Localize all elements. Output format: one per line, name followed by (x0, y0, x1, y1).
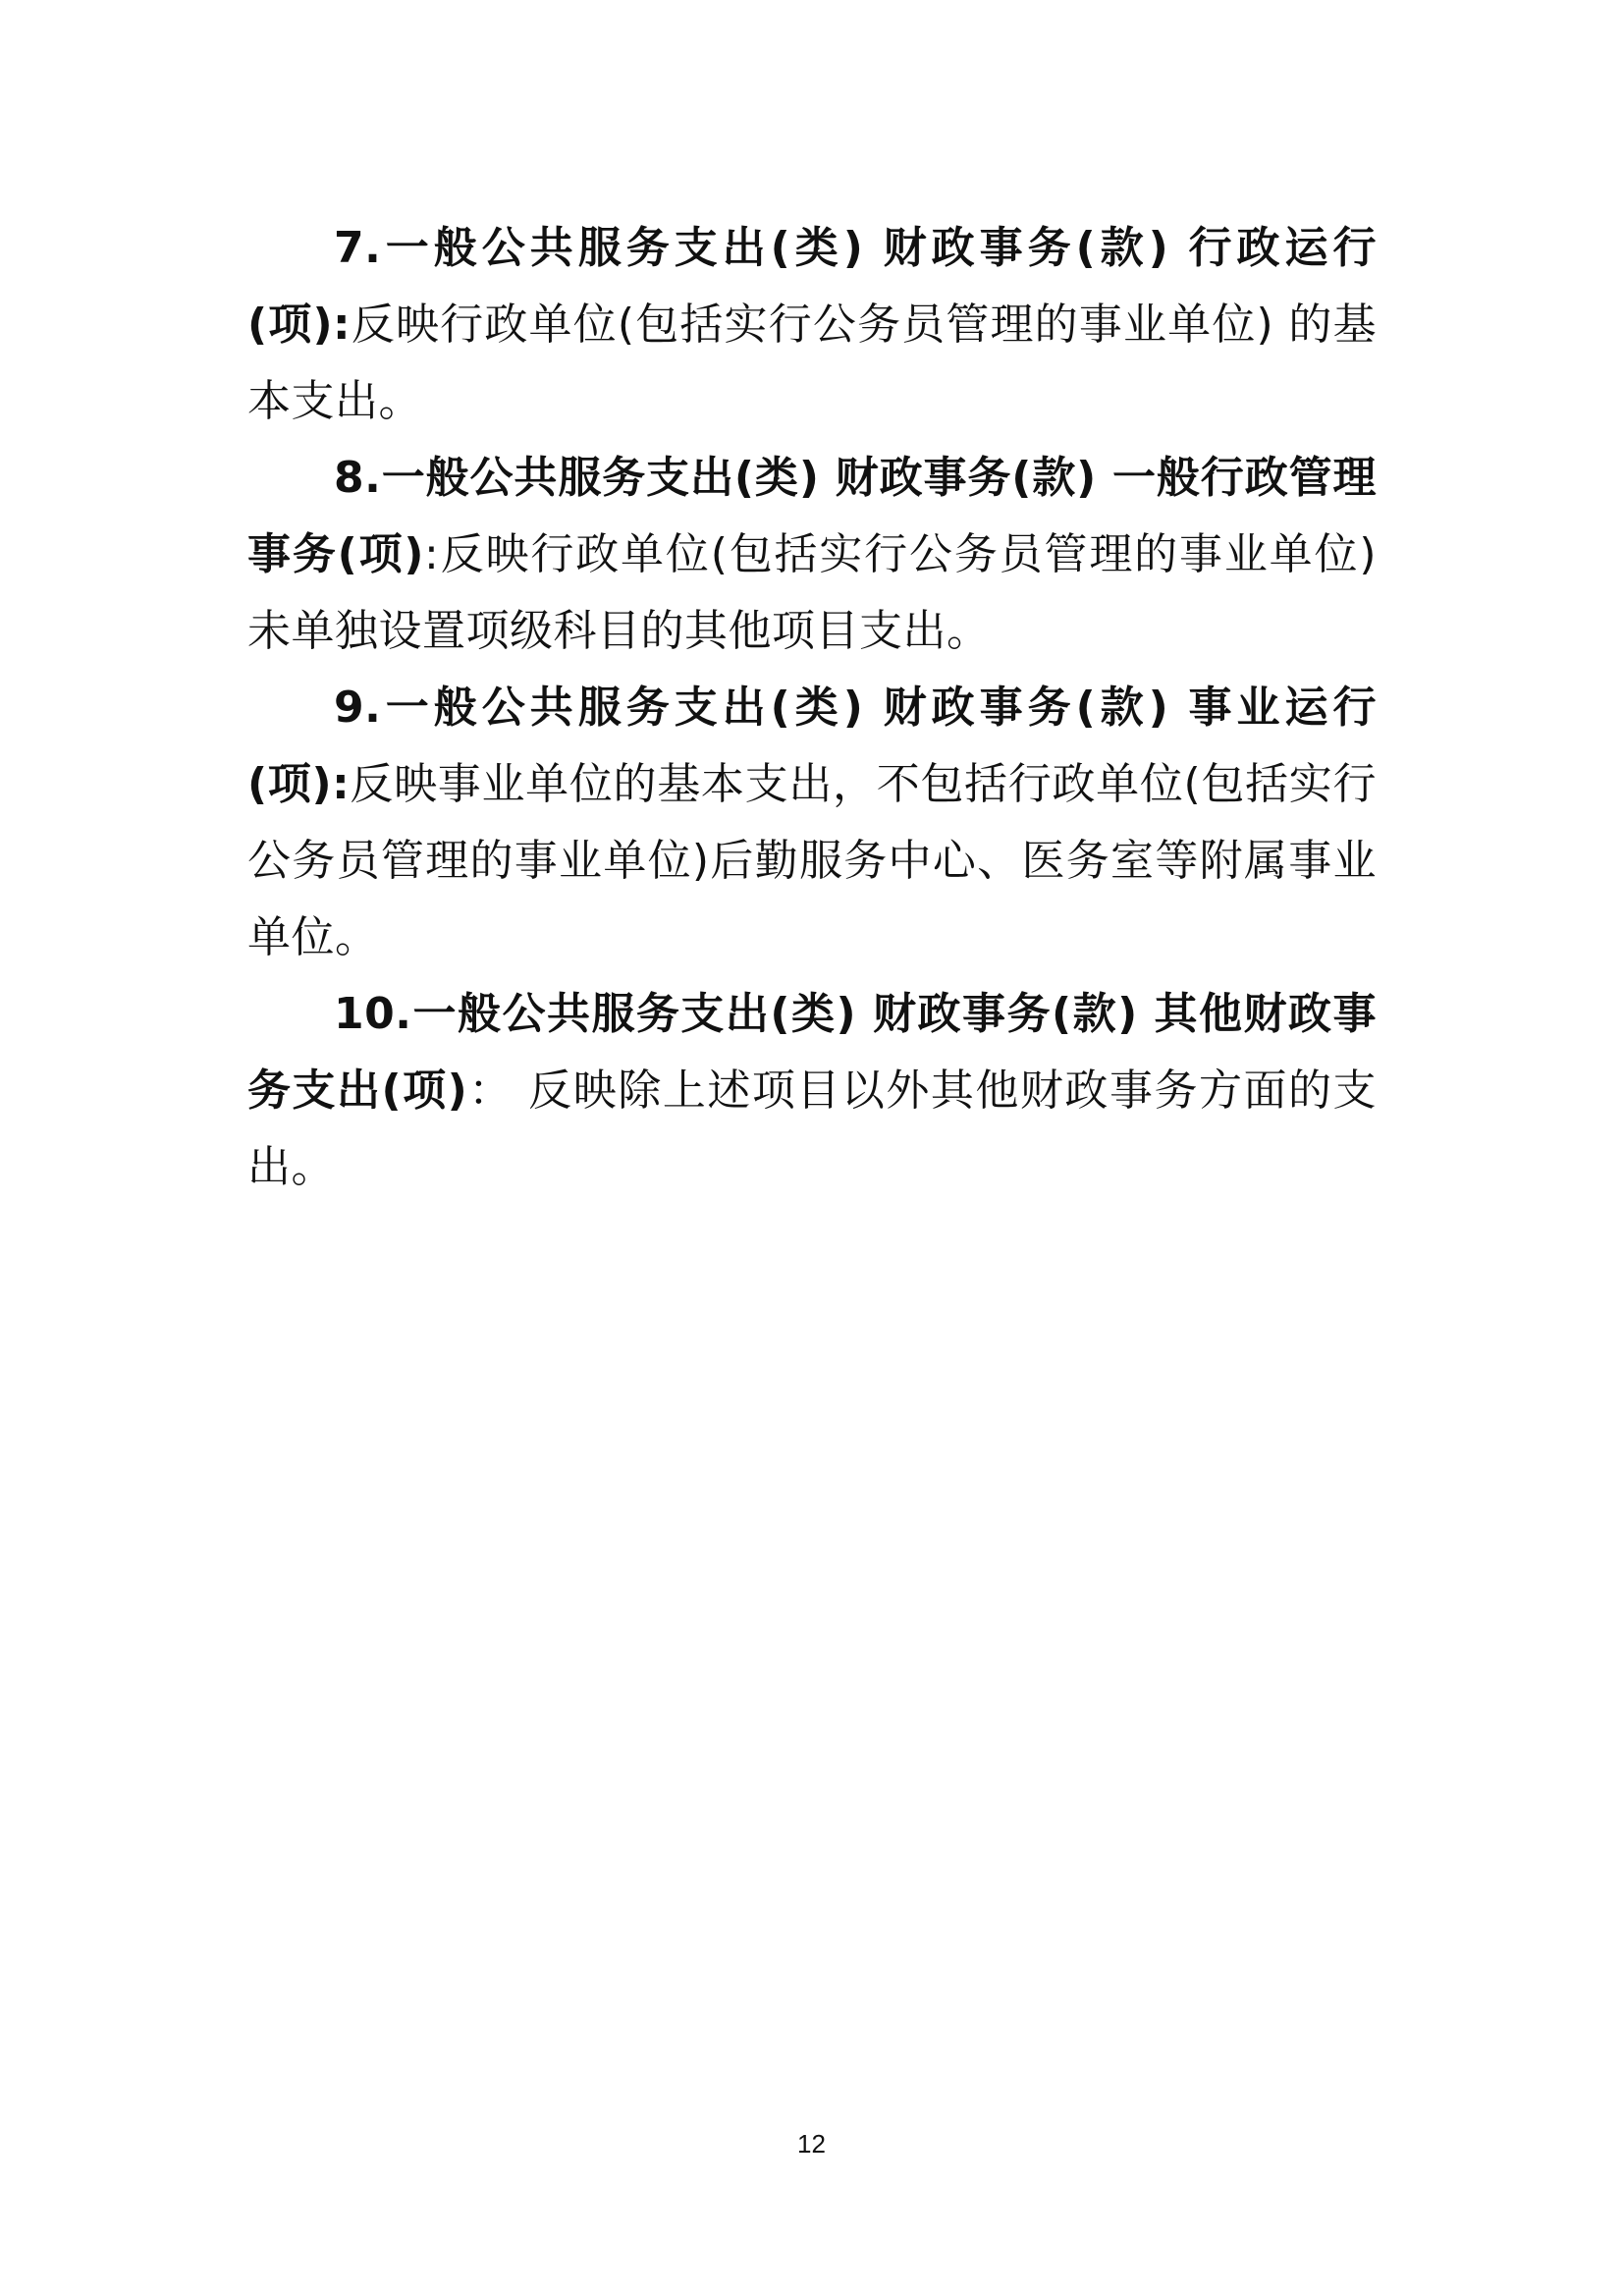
paragraph-text: ： 反映除上述项目以外其他财政事务方面的支出。 (247, 1066, 1377, 1192)
paragraph-text: 反映行政单位(包括实行公务员管理的事业单位) 的基本支出。 (247, 300, 1377, 426)
paragraph-text: 反映事业单位的基本支出，不包括行政单位(包括实行公务员管理的事业单位)后勤服务中心、医务室等附属事业单位。 (247, 759, 1377, 962)
paragraph-text: :反映行政单位(包括实行公务员管理的事业单位)未单独设置项级科目的其他项目支出。 (247, 529, 1377, 656)
paragraph-heading: 9.一般公共服务支出(类) 财政事务(款) 事业运行(项): (247, 683, 1377, 809)
paragraph-item-9 (247, 670, 1377, 976)
paragraph-item-7 (247, 210, 1377, 440)
paragraph-item-8 (247, 440, 1377, 670)
paragraph-heading: 10.一般公共服务支出(类) 财政事务(款) 其他财政事务支出(项) (247, 989, 1377, 1116)
paragraph-heading: 7.一般公共服务支出(类) 财政事务(款) 行政运行(项): (247, 223, 1377, 350)
page-number: 12 (797, 2129, 826, 2159)
document-body (247, 210, 1377, 1206)
paragraph-heading: 8.一般公共服务支出(类) 财政事务(款) 一般行政管理事务(项) (247, 453, 1377, 579)
paragraph-item-10 (247, 976, 1377, 1206)
